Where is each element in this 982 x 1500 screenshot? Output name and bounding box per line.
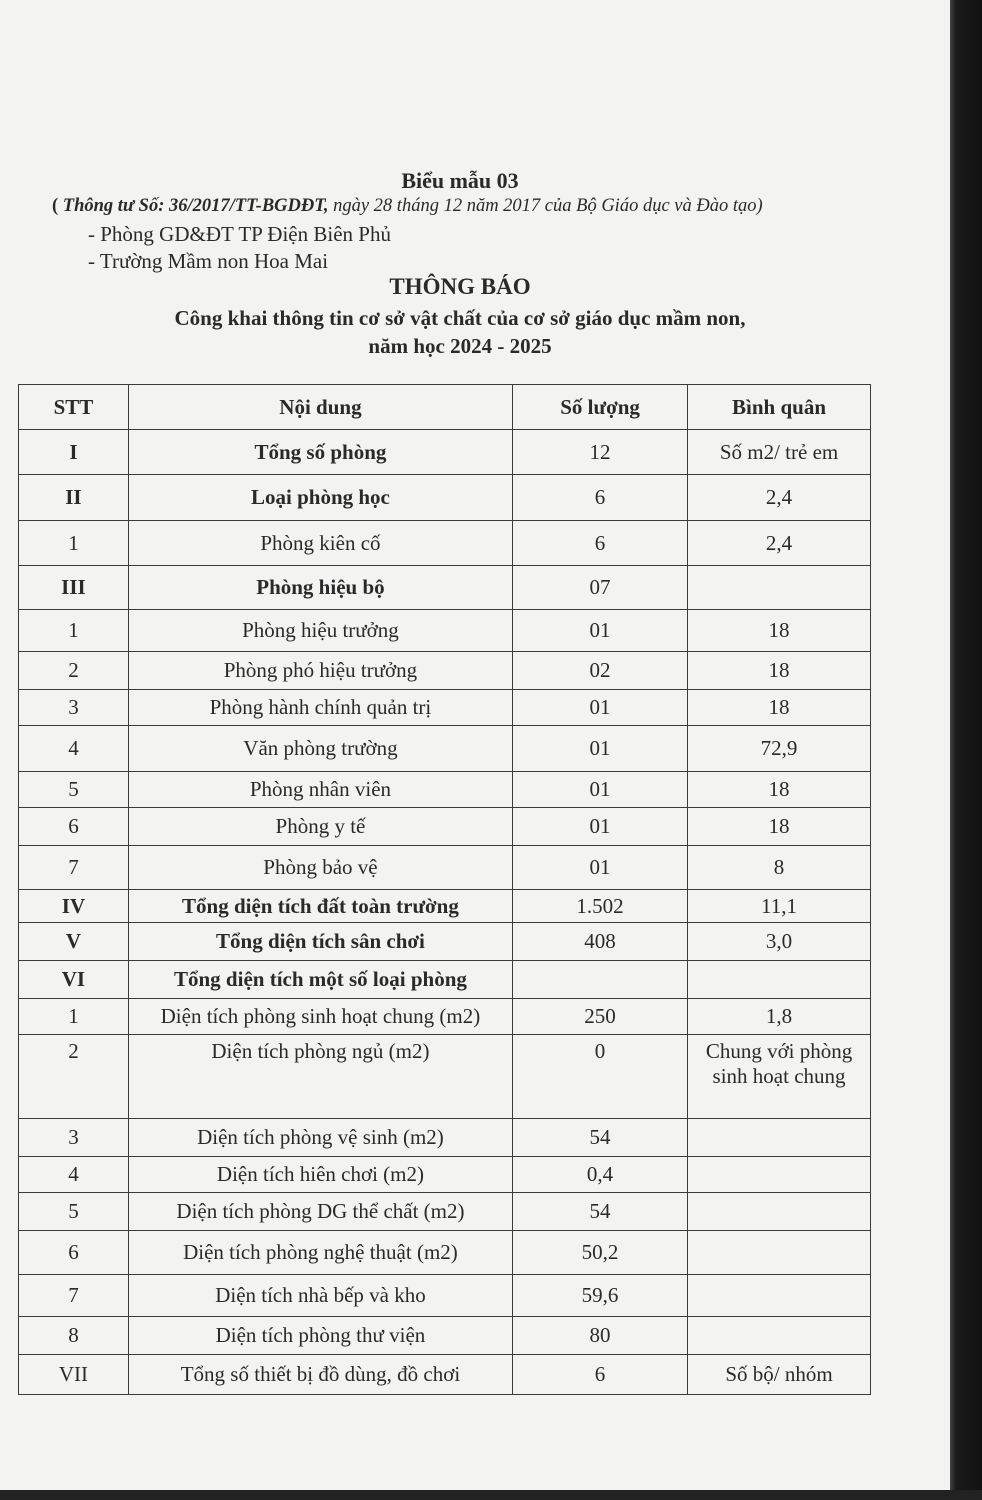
- cell-content: Phòng bảo vệ: [128, 846, 512, 890]
- cell-stt: 5: [19, 772, 129, 808]
- cell-quantity: 6: [513, 1355, 688, 1395]
- table-row: [19, 690, 871, 726]
- cell-content: Diện tích phòng vệ sinh (m2): [128, 1119, 512, 1157]
- facilities-table: [18, 384, 871, 1395]
- cell-average: [688, 566, 871, 610]
- table-row: [19, 475, 871, 521]
- cell-average: 1,8: [688, 999, 871, 1035]
- circular-reference: [52, 196, 763, 217]
- cell-stt: 7: [19, 1275, 129, 1317]
- cell-stt: IV: [19, 890, 129, 923]
- cell-content: Diện tích phòng DG thể chất (m2): [128, 1193, 512, 1231]
- header-quantity: Số lượng: [513, 385, 688, 430]
- cell-stt: 3: [19, 1119, 129, 1157]
- cell-average: 18: [688, 772, 871, 808]
- cell-average: [688, 1193, 871, 1231]
- cell-stt: 2: [19, 652, 129, 690]
- table-row: [19, 923, 871, 961]
- cell-content: Diện tích nhà bếp và kho: [128, 1275, 512, 1317]
- notice-subtitle: Công khai thông tin cơ sở vật chất của cơ sở giáo dục mầm non,: [174, 306, 746, 330]
- cell-content: Tổng diện tích đất toàn trường: [128, 890, 512, 923]
- cell-quantity: 50,2: [513, 1231, 688, 1275]
- cell-average: [688, 1231, 871, 1275]
- cell-average: Chung với phòng sinh hoạt chung: [688, 1035, 871, 1119]
- cell-quantity: 408: [513, 923, 688, 961]
- header-average: Bình quân: [688, 385, 871, 430]
- cell-stt: 6: [19, 808, 129, 846]
- cell-stt: 1: [19, 521, 129, 566]
- cell-stt: II: [19, 475, 129, 521]
- cell-quantity: 01: [513, 610, 688, 652]
- cell-average: 2,4: [688, 521, 871, 566]
- cell-average: 8: [688, 846, 871, 890]
- table-row: [19, 1275, 871, 1317]
- cell-average: [688, 961, 871, 999]
- cell-quantity: 02: [513, 652, 688, 690]
- cell-average: Số m2/ trẻ em: [688, 430, 871, 475]
- table-row: [19, 846, 871, 890]
- cell-quantity: 54: [513, 1193, 688, 1231]
- cell-quantity: 01: [513, 808, 688, 846]
- cell-content: Phòng hành chính quản trị: [128, 690, 512, 726]
- cell-content: Loại phòng học: [128, 475, 512, 521]
- table-row: [19, 772, 871, 808]
- cell-content: Tổng diện tích sân chơi: [128, 923, 512, 961]
- table-row: [19, 430, 871, 475]
- header-content: Nội dung: [128, 385, 512, 430]
- cell-quantity: 0,4: [513, 1157, 688, 1193]
- school-line: - Trường Mầm non Hoa Mai: [88, 249, 329, 273]
- table-row: [19, 521, 871, 566]
- cell-stt: III: [19, 566, 129, 610]
- scan-bottom-edge: [0, 1490, 982, 1500]
- cell-stt: 1: [19, 610, 129, 652]
- table-row: [19, 1231, 871, 1275]
- cell-quantity: 01: [513, 726, 688, 772]
- cell-average: 3,0: [688, 923, 871, 961]
- cell-average: 72,9: [688, 726, 871, 772]
- cell-quantity: 6: [513, 475, 688, 521]
- cell-content: Phòng kiên cố: [128, 521, 512, 566]
- cell-content: Diện tích phòng thư viện: [128, 1317, 512, 1355]
- table-row: [19, 1193, 871, 1231]
- cell-quantity: 1.502: [513, 890, 688, 923]
- circular-ref: Thông tư Số: 36/2017/TT-BGDĐT,: [62, 196, 329, 216]
- cell-content: Tổng số thiết bị đồ dùng, đồ chơi: [128, 1355, 512, 1395]
- department-line: - Phòng GD&ĐT TP Điện Biên Phủ: [88, 222, 391, 246]
- cell-content: Phòng phó hiệu trưởng: [128, 652, 512, 690]
- table-row: [19, 961, 871, 999]
- table-row: [19, 999, 871, 1035]
- table-row: [19, 808, 871, 846]
- cell-stt: 1: [19, 999, 129, 1035]
- table-row: [19, 1157, 871, 1193]
- cell-stt: VII: [19, 1355, 129, 1395]
- cell-stt: 5: [19, 1193, 129, 1231]
- cell-average: 11,1: [688, 890, 871, 923]
- cell-average: [688, 1275, 871, 1317]
- cell-stt: 4: [19, 726, 129, 772]
- table-row: [19, 1317, 871, 1355]
- cell-content: Phòng y tế: [128, 808, 512, 846]
- cell-content: Phòng hiệu bộ: [128, 566, 512, 610]
- cell-quantity: 54: [513, 1119, 688, 1157]
- cell-stt: 2: [19, 1035, 129, 1119]
- table-row: [19, 1355, 871, 1395]
- table-row: [19, 652, 871, 690]
- cell-quantity: 80: [513, 1317, 688, 1355]
- cell-content: Phòng nhân viên: [128, 772, 512, 808]
- notice-title: THÔNG BÁO: [389, 274, 531, 299]
- circular-rest: ngày 28 tháng 12 năm 2017 của Bộ Giáo dục và Đào tạo): [328, 196, 763, 216]
- cell-content: Diện tích phòng nghệ thuật (m2): [128, 1231, 512, 1275]
- form-title: Biểu mẫu 03: [401, 168, 519, 193]
- cell-stt: 7: [19, 846, 129, 890]
- cell-content: Diện tích phòng sinh hoạt chung (m2): [128, 999, 512, 1035]
- cell-stt: 8: [19, 1317, 129, 1355]
- cell-average: [688, 1317, 871, 1355]
- table-row: [19, 610, 871, 652]
- cell-quantity: 07: [513, 566, 688, 610]
- cell-content: Diện tích hiên chơi (m2): [128, 1157, 512, 1193]
- cell-average: [688, 1119, 871, 1157]
- cell-stt: I: [19, 430, 129, 475]
- cell-average: 18: [688, 808, 871, 846]
- cell-content: Tổng diện tích một số loại phòng: [128, 961, 512, 999]
- cell-average: 18: [688, 652, 871, 690]
- table-row: [19, 726, 871, 772]
- cell-content: Văn phòng trường: [128, 726, 512, 772]
- header-stt: STT: [19, 385, 129, 430]
- cell-content: Phòng hiệu trưởng: [128, 610, 512, 652]
- circular-open: (: [52, 196, 63, 216]
- table-row: [19, 1035, 871, 1119]
- cell-average: 18: [688, 690, 871, 726]
- cell-quantity: [513, 961, 688, 999]
- table-header-row: [19, 385, 871, 430]
- table-row: [19, 890, 871, 923]
- cell-quantity: 12: [513, 430, 688, 475]
- table-row: [19, 1119, 871, 1157]
- cell-average: 2,4: [688, 475, 871, 521]
- cell-quantity: 01: [513, 772, 688, 808]
- cell-quantity: 6: [513, 521, 688, 566]
- cell-average: 18: [688, 610, 871, 652]
- cell-average: [688, 1157, 871, 1193]
- scan-edge: [950, 0, 982, 1500]
- table-row: [19, 566, 871, 610]
- cell-content: Tổng số phòng: [128, 430, 512, 475]
- cell-stt: V: [19, 923, 129, 961]
- cell-quantity: 59,6: [513, 1275, 688, 1317]
- notice-year: năm học 2024 - 2025: [368, 334, 552, 358]
- cell-content: Diện tích phòng ngủ (m2): [128, 1035, 512, 1119]
- cell-stt: 6: [19, 1231, 129, 1275]
- cell-quantity: 01: [513, 846, 688, 890]
- cell-quantity: 250: [513, 999, 688, 1035]
- cell-quantity: 01: [513, 690, 688, 726]
- cell-stt: 4: [19, 1157, 129, 1193]
- cell-stt: VI: [19, 961, 129, 999]
- cell-quantity: 0: [513, 1035, 688, 1119]
- cell-stt: 3: [19, 690, 129, 726]
- cell-average: Số bộ/ nhóm: [688, 1355, 871, 1395]
